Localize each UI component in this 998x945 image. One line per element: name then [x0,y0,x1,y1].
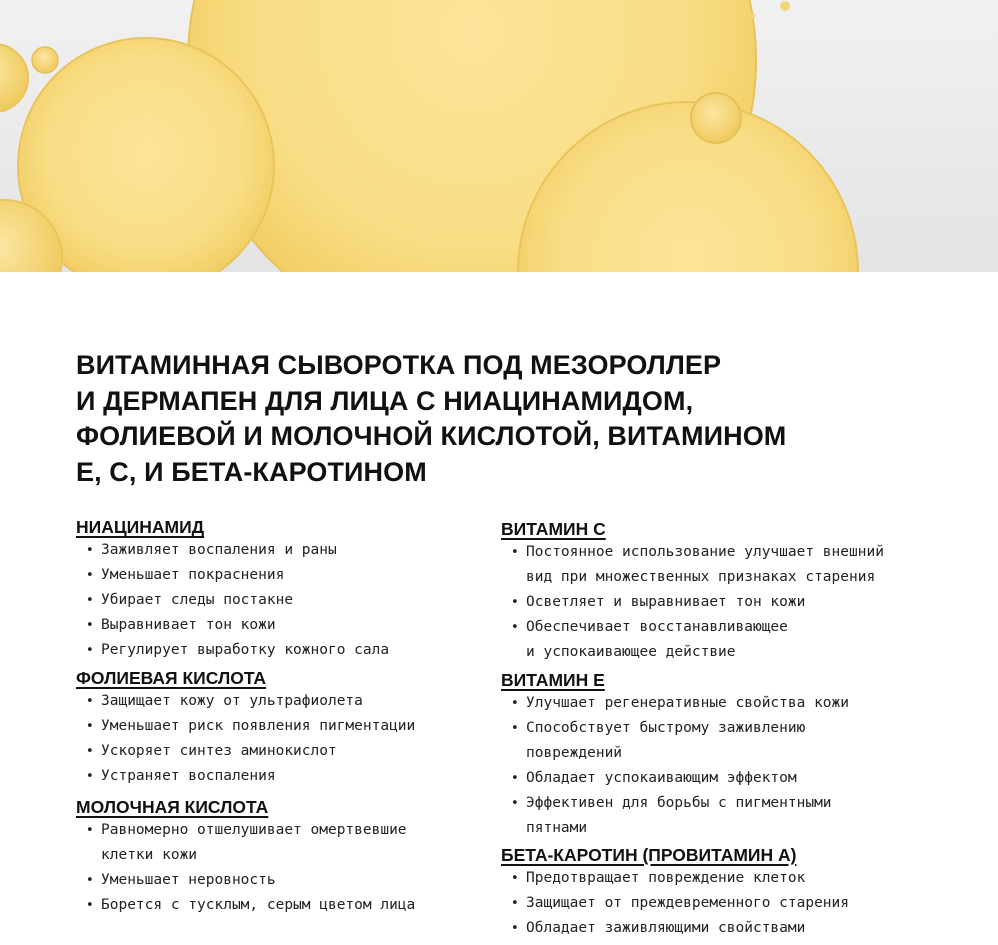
list-item-line: Постоянное использование улучшает внешний [526,544,884,560]
section-heading: ВИТАМИН Е [501,670,605,690]
benefit-list [76,689,486,789]
bubble [780,1,790,11]
title-line: ВИТАМИННАЯ СЫВОРОТКА ПОД МЕЗОРОЛЛЕР [76,350,722,380]
benefit-list [501,866,971,941]
list-item-line: Обеспечивает восстанавливающее [526,619,788,635]
list-item: • Устраняет воспаления [76,764,486,789]
list-item: • Обладает успокаивающим эффектом [501,766,971,791]
section-heading: МОЛОЧНАЯ КИСЛОТА [76,797,269,817]
benefit-list [76,538,486,663]
list-item-line: Эффективен для борьбы с пигментными [526,795,832,811]
oil-bubbles-illustration [0,0,998,272]
list-item [76,818,486,868]
list-item: • Улучшает регенеративные свойства кожи [501,691,971,716]
benefit-list [501,540,971,665]
bubble [749,13,755,19]
section-heading: НИАЦИНАМИД [76,517,205,537]
section-heading: БЕТА-КАРОТИН (ПРОВИТАМИН А) [501,845,797,865]
list-item: • Убирает следы постакне [76,588,486,613]
title-line: И ДЕРМАПЕН ДЛЯ ЛИЦА С НИАЦИНАМИДОМ, [76,385,694,416]
title-line: Е, С, И БЕТА-КАРОТИНОМ [76,456,427,487]
benefit-list [501,691,971,841]
right-column [501,518,971,941]
list-item-line: вид при множественных признаках старения [526,569,876,585]
list-item [501,615,971,665]
list-item-line: Равномерно отшелушивает омертвевшие [101,822,407,838]
list-item-line: клетки кожи [101,847,198,863]
section-niacinamide [76,516,486,663]
list-item [501,716,971,766]
section-vitamin-c [501,518,971,665]
page-title [76,348,936,490]
section-beta-carotene [501,844,971,941]
bubble [0,44,28,112]
section-heading: ВИТАМИН С [501,519,606,539]
list-item [501,791,971,841]
bubble [32,47,58,73]
list-item-line: повреждений [526,745,623,761]
list-item: • Осветляет и выравнивает тон кожи [501,590,971,615]
list-item: • Предотвращает повреждение клеток [501,866,971,891]
list-item-line: Способствует быстрому заживлению [526,720,806,736]
left-column [76,516,486,918]
section-lactic-acid [76,796,486,918]
hero-image [0,0,998,272]
list-item: • Уменьшает риск появления пигментации [76,714,486,739]
title-line: ФОЛИЕВОЙ И МОЛОЧНОЙ КИСЛОТОЙ, ВИТАМИНОМ [76,421,787,451]
list-item: • Защищает от преждевременного старения [501,891,971,916]
list-item: • Выравнивает тон кожи [76,613,486,638]
list-item: • Заживляет воспаления и раны [76,538,486,563]
list-item: • Уменьшает неровность [76,868,486,893]
benefit-list [76,818,486,918]
list-item-line: и успокаивающее действие [526,644,736,660]
section-heading: ФОЛИЕВАЯ КИСЛОТА [76,668,267,688]
list-item-line: пятнами [526,820,588,836]
list-item: • Уменьшает покраснения [76,563,486,588]
section-folic-acid [76,667,486,789]
section-vitamin-e [501,669,971,841]
list-item [501,540,971,590]
list-item: • Регулирует выработку кожного сала [76,638,486,663]
list-item: • Ускоряет синтез аминокислот [76,739,486,764]
list-item: • Защищает кожу от ультрафиолета [76,689,486,714]
list-item: • Обладает заживляющими свойствами [501,916,971,941]
bubble [691,93,741,143]
list-item: • Борется с тусклым, серым цветом лица [76,893,486,918]
